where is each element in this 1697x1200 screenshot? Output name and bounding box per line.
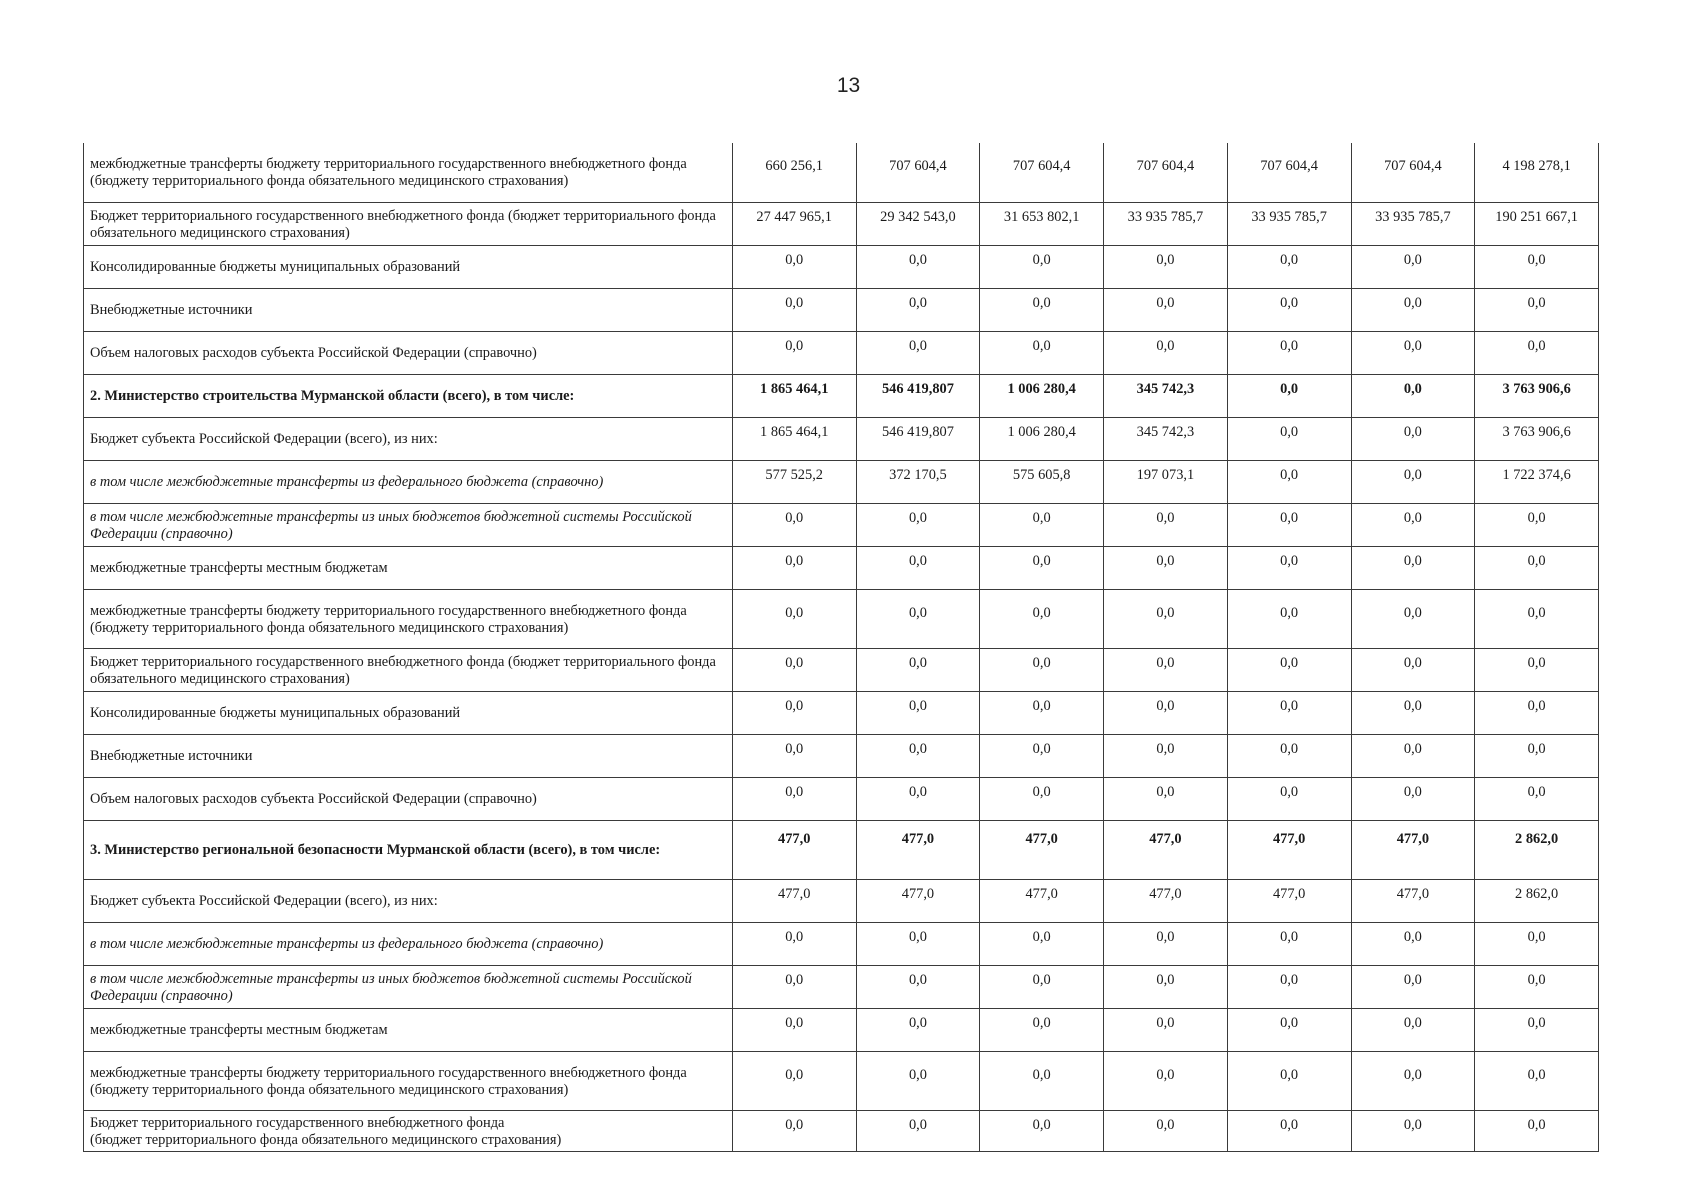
row-value: 0,0 (1351, 691, 1475, 734)
row-value: 0,0 (1475, 1008, 1599, 1051)
table-row (84, 331, 1599, 374)
row-label: межбюджетные трансферты местным бюджетам (84, 1008, 733, 1051)
row-value: 660 256,1 (732, 143, 856, 202)
row-value: 4 198 278,1 (1475, 143, 1599, 202)
row-value: 0,0 (1227, 734, 1351, 777)
row-value: 0,0 (1227, 922, 1351, 965)
row-value: 0,0 (1227, 1008, 1351, 1051)
row-label: межбюджетные трансферты бюджету территориального государственного внебюджетного фонда (бюджету территориального фонда обязательного медицинского страхования) (84, 143, 733, 202)
row-value: 0,0 (1104, 734, 1228, 777)
row-value: 0,0 (1227, 965, 1351, 1008)
row-value: 33 935 785,7 (1227, 202, 1351, 245)
table-row (84, 820, 1599, 879)
row-value: 0,0 (856, 691, 980, 734)
row-value: 0,0 (1104, 777, 1228, 820)
row-value: 477,0 (1104, 879, 1228, 922)
table-row (84, 417, 1599, 460)
table-row (84, 245, 1599, 288)
row-value: 0,0 (1475, 589, 1599, 648)
row-value: 0,0 (980, 734, 1104, 777)
row-label: в том числе межбюджетные трансферты из федерального бюджета (справочно) (84, 460, 733, 503)
row-value: 0,0 (732, 734, 856, 777)
row-value: 0,0 (980, 1008, 1104, 1051)
budget-table (83, 143, 1599, 1152)
table-row (84, 143, 1599, 202)
row-value: 0,0 (856, 922, 980, 965)
row-value: 0,0 (732, 288, 856, 331)
row-value: 477,0 (732, 820, 856, 879)
row-value: 0,0 (1475, 691, 1599, 734)
row-value: 0,0 (856, 648, 980, 691)
row-value: 0,0 (1104, 965, 1228, 1008)
row-value: 0,0 (856, 965, 980, 1008)
row-value: 0,0 (1475, 734, 1599, 777)
table-row (84, 1051, 1599, 1110)
row-value: 0,0 (856, 1051, 980, 1110)
row-value: 707 604,4 (1351, 143, 1475, 202)
table-row (84, 879, 1599, 922)
row-value: 0,0 (1227, 1051, 1351, 1110)
row-value: 707 604,4 (1227, 143, 1351, 202)
row-value: 0,0 (732, 1110, 856, 1151)
row-value: 0,0 (980, 965, 1104, 1008)
row-label: Бюджет территориального государственного внебюджетного фонда (бюджет территориального фонда обязательного медицинского страхования) (84, 1110, 733, 1151)
row-value: 707 604,4 (856, 143, 980, 202)
row-value: 0,0 (1104, 546, 1228, 589)
row-value: 0,0 (980, 1051, 1104, 1110)
row-value: 0,0 (856, 1110, 980, 1151)
row-value: 197 073,1 (1104, 460, 1228, 503)
row-value: 0,0 (1227, 245, 1351, 288)
table-row (84, 922, 1599, 965)
row-value: 345 742,3 (1104, 374, 1228, 417)
row-value: 0,0 (1104, 1051, 1228, 1110)
row-label: Консолидированные бюджеты муниципальных образований (84, 245, 733, 288)
table-row (84, 648, 1599, 691)
row-value: 477,0 (856, 820, 980, 879)
table-row (84, 546, 1599, 589)
row-value: 0,0 (1351, 589, 1475, 648)
row-value: 0,0 (980, 589, 1104, 648)
table-row (84, 202, 1599, 245)
row-value: 1 865 464,1 (732, 374, 856, 417)
row-value: 0,0 (1475, 546, 1599, 589)
row-label: Бюджет территориального государственного внебюджетного фонда (бюджет территориального фонда обязательного медицинского страхования) (84, 202, 733, 245)
row-value: 0,0 (732, 777, 856, 820)
row-label: Внебюджетные источники (84, 734, 733, 777)
row-value: 0,0 (732, 331, 856, 374)
row-value: 0,0 (1351, 734, 1475, 777)
row-value: 1 865 464,1 (732, 417, 856, 460)
row-value: 477,0 (980, 879, 1104, 922)
table-row (84, 460, 1599, 503)
row-value: 0,0 (980, 1110, 1104, 1151)
row-label: 2. Министерство строительства Мурманской области (всего), в том числе: (84, 374, 733, 417)
table-row (84, 589, 1599, 648)
row-value: 546 419,807 (856, 417, 980, 460)
row-value: 477,0 (980, 820, 1104, 879)
row-value: 0,0 (1475, 648, 1599, 691)
row-value: 0,0 (1475, 1051, 1599, 1110)
row-value: 0,0 (1104, 589, 1228, 648)
row-value: 0,0 (856, 589, 980, 648)
row-value: 707 604,4 (1104, 143, 1228, 202)
row-value: 477,0 (1351, 879, 1475, 922)
row-value: 477,0 (732, 879, 856, 922)
row-value: 0,0 (1351, 1110, 1475, 1151)
table-row (84, 503, 1599, 546)
row-label: в том числе межбюджетные трансферты из иных бюджетов бюджетной системы Российской Федерации (справочно) (84, 503, 733, 546)
table-row (84, 1110, 1599, 1151)
row-value: 0,0 (980, 648, 1104, 691)
row-value: 3 763 906,6 (1475, 374, 1599, 417)
row-value: 0,0 (732, 691, 856, 734)
row-value: 0,0 (1475, 922, 1599, 965)
table-row (84, 691, 1599, 734)
row-label: в том числе межбюджетные трансферты из федерального бюджета (справочно) (84, 922, 733, 965)
row-value: 0,0 (732, 922, 856, 965)
row-value: 0,0 (856, 734, 980, 777)
row-value: 0,0 (1104, 288, 1228, 331)
page-number: 13 (836, 74, 861, 97)
row-value: 0,0 (732, 965, 856, 1008)
row-value: 0,0 (1351, 777, 1475, 820)
row-value: 0,0 (856, 1008, 980, 1051)
row-value: 546 419,807 (856, 374, 980, 417)
row-value: 0,0 (1351, 503, 1475, 546)
row-value: 0,0 (1104, 1110, 1228, 1151)
row-value: 0,0 (732, 1051, 856, 1110)
row-value: 0,0 (980, 245, 1104, 288)
row-label: межбюджетные трансферты бюджету территориального государственного внебюджетного фонда (бюджету территориального фонда обязательного медицинского страхования) (84, 589, 733, 648)
row-label: 3. Министерство региональной безопасности Мурманской области (всего), в том числе: (84, 820, 733, 879)
row-value: 0,0 (1227, 777, 1351, 820)
row-value: 1 006 280,4 (980, 417, 1104, 460)
row-value: 0,0 (1104, 648, 1228, 691)
row-value: 0,0 (1104, 331, 1228, 374)
row-value: 0,0 (1227, 1110, 1351, 1151)
table-row (84, 374, 1599, 417)
row-value: 0,0 (1104, 922, 1228, 965)
row-value: 0,0 (856, 777, 980, 820)
row-value: 0,0 (1475, 245, 1599, 288)
row-value: 0,0 (1351, 417, 1475, 460)
row-value: 707 604,4 (980, 143, 1104, 202)
row-value: 0,0 (732, 1008, 856, 1051)
row-value: 372 170,5 (856, 460, 980, 503)
row-value: 0,0 (1351, 331, 1475, 374)
row-value: 0,0 (980, 691, 1104, 734)
row-value: 0,0 (1475, 965, 1599, 1008)
row-value: 31 653 802,1 (980, 202, 1104, 245)
row-value: 345 742,3 (1104, 417, 1228, 460)
table-row (84, 777, 1599, 820)
row-value: 0,0 (732, 648, 856, 691)
table-row (84, 1008, 1599, 1051)
row-value: 0,0 (1351, 648, 1475, 691)
row-value: 0,0 (1227, 331, 1351, 374)
row-value: 0,0 (1227, 503, 1351, 546)
row-value: 0,0 (1475, 288, 1599, 331)
row-value: 0,0 (980, 331, 1104, 374)
row-value: 0,0 (856, 245, 980, 288)
row-value: 0,0 (1351, 460, 1475, 503)
row-value: 0,0 (980, 922, 1104, 965)
row-value: 0,0 (1351, 546, 1475, 589)
row-value: 0,0 (732, 589, 856, 648)
row-label: Объем налоговых расходов субъекта Российской Федерации (справочно) (84, 331, 733, 374)
row-value: 0,0 (1351, 965, 1475, 1008)
row-value: 0,0 (732, 503, 856, 546)
row-value: 27 447 965,1 (732, 202, 856, 245)
row-value: 477,0 (1227, 879, 1351, 922)
row-label: межбюджетные трансферты местным бюджетам (84, 546, 733, 589)
row-value: 0,0 (1351, 922, 1475, 965)
row-label: Бюджет субъекта Российской Федерации (всего), из них: (84, 879, 733, 922)
row-value: 0,0 (980, 503, 1104, 546)
row-value: 477,0 (856, 879, 980, 922)
row-label: межбюджетные трансферты бюджету территориального государственного внебюджетного фонда (бюджету территориального фонда обязательного медицинского страхования) (84, 1051, 733, 1110)
row-value: 2 862,0 (1475, 879, 1599, 922)
row-value: 0,0 (1351, 1051, 1475, 1110)
row-value: 1 722 374,6 (1475, 460, 1599, 503)
row-value: 0,0 (1227, 460, 1351, 503)
row-value: 477,0 (1351, 820, 1475, 879)
budget-table-body (84, 143, 1599, 1151)
row-value: 0,0 (1227, 648, 1351, 691)
row-value: 0,0 (1227, 691, 1351, 734)
row-label: Консолидированные бюджеты муниципальных образований (84, 691, 733, 734)
row-value: 0,0 (1475, 503, 1599, 546)
row-label: Бюджет территориального государственного внебюджетного фонда (бюджет территориального фонда обязательного медицинского страхования) (84, 648, 733, 691)
row-label: в том числе межбюджетные трансферты из иных бюджетов бюджетной системы Российской Федерации (справочно) (84, 965, 733, 1008)
row-value: 0,0 (856, 503, 980, 546)
row-value: 0,0 (1227, 589, 1351, 648)
row-value: 0,0 (1351, 288, 1475, 331)
row-value: 0,0 (1351, 374, 1475, 417)
row-value: 0,0 (1104, 1008, 1228, 1051)
row-value: 0,0 (732, 245, 856, 288)
row-value: 0,0 (980, 288, 1104, 331)
row-value: 477,0 (1104, 820, 1228, 879)
row-label: Объем налоговых расходов субъекта Российской Федерации (справочно) (84, 777, 733, 820)
row-value: 0,0 (1475, 1110, 1599, 1151)
row-value: 2 862,0 (1475, 820, 1599, 879)
row-value: 0,0 (1227, 374, 1351, 417)
table-row (84, 734, 1599, 777)
row-value: 0,0 (1475, 331, 1599, 374)
row-value: 0,0 (1475, 777, 1599, 820)
row-label: Бюджет субъекта Российской Федерации (всего), из них: (84, 417, 733, 460)
row-value: 190 251 667,1 (1475, 202, 1599, 245)
row-value: 1 006 280,4 (980, 374, 1104, 417)
row-value: 0,0 (856, 288, 980, 331)
row-value: 0,0 (980, 546, 1104, 589)
row-value: 0,0 (1227, 417, 1351, 460)
row-value: 575 605,8 (980, 460, 1104, 503)
row-value: 3 763 906,6 (1475, 417, 1599, 460)
row-label: Внебюджетные источники (84, 288, 733, 331)
row-value: 477,0 (1227, 820, 1351, 879)
row-value: 0,0 (1351, 1008, 1475, 1051)
row-value: 0,0 (856, 546, 980, 589)
row-value: 0,0 (1104, 691, 1228, 734)
row-value: 33 935 785,7 (1351, 202, 1475, 245)
table-row (84, 965, 1599, 1008)
row-value: 33 935 785,7 (1104, 202, 1228, 245)
row-value: 0,0 (1227, 288, 1351, 331)
row-value: 0,0 (1351, 245, 1475, 288)
row-value: 0,0 (732, 546, 856, 589)
row-value: 0,0 (1104, 503, 1228, 546)
row-value: 0,0 (856, 331, 980, 374)
row-value: 29 342 543,0 (856, 202, 980, 245)
row-value: 577 525,2 (732, 460, 856, 503)
table-row (84, 288, 1599, 331)
row-value: 0,0 (1227, 546, 1351, 589)
row-value: 0,0 (980, 777, 1104, 820)
row-value: 0,0 (1104, 245, 1228, 288)
